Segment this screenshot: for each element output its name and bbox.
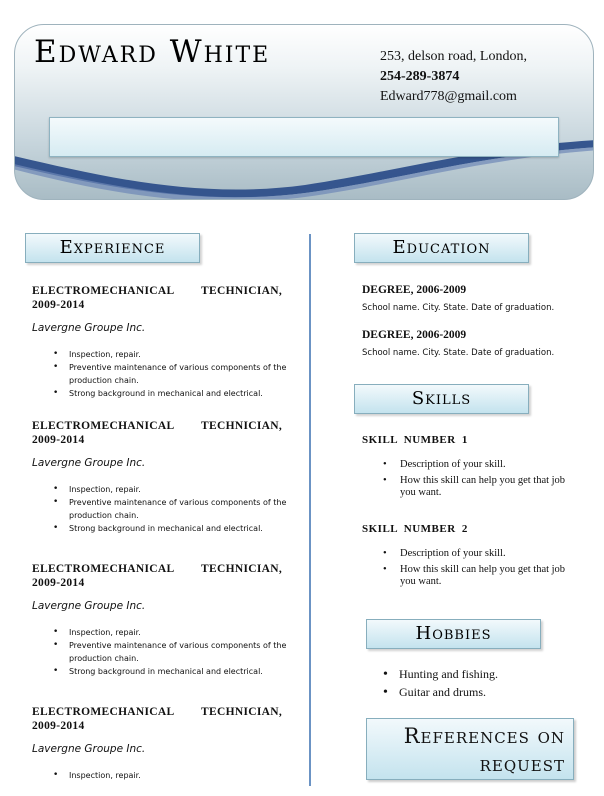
skill-item: • How this skill can help you get that job you want. [400,475,575,499]
duty-item: • Strong background in mechanical and electrical. [69,665,294,678]
company-name: Lavergne Groupe Inc. [32,457,146,469]
duty-list [32,483,287,535]
experience-entry [32,419,287,535]
skill-list [362,459,587,499]
skill-item: • Description of your skill. [400,548,575,560]
column-divider [309,234,311,786]
duty-item: • Preventive maintenance of various components of the production chain. [69,639,294,665]
skills-heading: Skills [354,384,529,414]
references-box: References on request [366,718,574,780]
candidate-name: Edward White [34,34,271,70]
duty-item: • Inspection, repair. [69,626,294,639]
education-entry [362,329,587,358]
job-title: ELECTROMECHANICAL TECHNICIAN, 2009-2014 [32,285,282,311]
company-name: Lavergne Groupe Inc. [32,322,146,334]
experience-entry [32,284,287,400]
duty-item: • Strong background in mechanical and electrical. [69,522,294,535]
company-name: Lavergne Groupe Inc. [32,743,146,755]
education-heading: Education [354,233,529,263]
job-title: ELECTROMECHANICAL TECHNICIAN, 2009-2014 [32,706,282,732]
duty-item: • Inspection, repair. [69,348,294,361]
job-title: ELECTROMECHANICAL TECHNICIAN, 2009-2014 [32,563,282,589]
education-entry [362,284,587,313]
duty-item: • Preventive maintenance of various components of the production chain. [69,496,294,522]
duty-list [32,626,287,678]
experience-entry [32,562,287,678]
degree-title: DEGREE, 2006-2009 [362,329,467,341]
duty-list [32,348,287,400]
duty-item: • Preventive maintenance of various components of the production chain. [69,361,294,387]
degree-details: School name. City. State. Date of graduation. [362,348,555,358]
duty-item: • Strong background in mechanical and electrical. [69,387,294,400]
hobby-item: • Hunting and fishing. [399,667,498,682]
skill-item: • Description of your skill. [400,459,575,471]
degree-title: DEGREE, 2006-2009 [362,284,467,296]
duty-list [32,769,282,782]
skill-entry [362,434,587,503]
skill-title: SKILL NUMBER 2 [362,523,468,535]
hobbies-heading: Hobbies [366,619,541,649]
duty-item: • Inspection, repair. [69,483,294,496]
skill-list [362,548,587,588]
skill-title: SKILL NUMBER 1 [362,434,468,446]
header-bar [49,117,559,157]
skill-entry [362,523,587,592]
contact-info [380,47,527,107]
experience-heading: Experience [25,233,200,263]
hobby-item: • Guitar and drums. [399,685,498,700]
job-title: ELECTROMECHANICAL TECHNICIAN, 2009-2014 [32,420,282,446]
company-name: Lavergne Groupe Inc. [32,600,146,612]
duty-item: • Inspection, repair. [69,769,294,782]
degree-details: School name. City. State. Date of graduation. [362,303,555,313]
skill-item: • How this skill can help you get that job you want. [400,564,575,588]
hobbies-list [362,667,498,703]
email[interactable]: Edward778@gmail.com [380,89,517,104]
address: 253, delson road, London, [380,49,527,64]
phone: 254-289-3874 [380,69,460,84]
experience-entry [32,705,282,782]
